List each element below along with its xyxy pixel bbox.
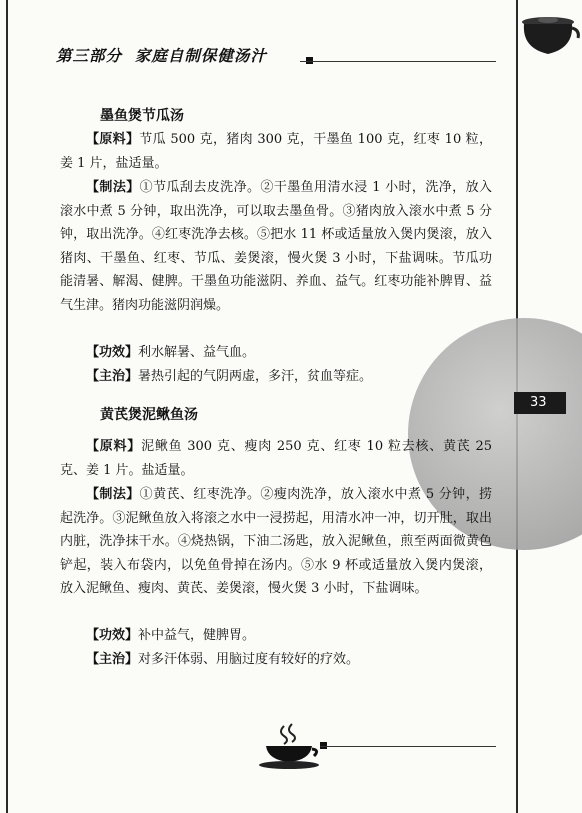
page-header [56, 44, 267, 66]
header-rule [300, 61, 496, 62]
recipe-title: 黄芪煲泥鳅鱼汤 [100, 407, 198, 423]
recipe-effect: 【功效】利水解暑、益气血。 [86, 345, 256, 360]
header-title: 家庭自制保健汤汁 [134, 46, 267, 65]
recipe-ingredients: 【原料】泥鳅鱼 300 克、瘦肉 250 克、红枣 10 粒去核、黄芪 25 克、姜 1 片。盐适量。 [60, 439, 492, 478]
recipe-title: 墨鱼煲节瓜汤 [100, 108, 184, 124]
clay-pot-icon [518, 14, 580, 58]
footer-rule [320, 746, 496, 747]
recipe-method: 【制法】①节瓜刮去皮洗净。②干墨鱼用清水浸 1 小时，洗净，放入滚水中煮 5 分钟，取出洗净，可以取去墨鱼骨。③猪肉放入滚水中煮 5 分钟，取出洗净。④红枣洗净去核。⑤把水 11 杯或适量放入煲内煲滚，放入猪肉、干墨鱼、红枣、节瓜、姜煲滚，慢火煲 3 小时，下盐调味。节瓜功能清暑、解渴、健脾。干墨鱼功能滋阴、养血、益气。红枣功能补脾胃、益气生津。猪肉功能滋阴润燥。 [60, 180, 492, 313]
recipe-ingredients: 【原料】节瓜 500 克，猪肉 300 克，干墨鱼 100 克，红枣 10 粒，姜 1 片，盐适量。 [60, 132, 492, 171]
header-section: 第三部分 [56, 46, 123, 65]
tea-cup-icon [254, 722, 324, 770]
recipe-method: 【制法】①黄芪、红枣洗净。②瘦肉洗净，放入滚水中煮 5 分钟，捞起洗净。③泥鳅鱼放入将滚之水中一浸捞起，用清水冲一冲，切开肚，取出内脏，洗净抹干水。④烧热锅，下油二汤匙，放入泥鳅鱼，煎至两面微黄色铲起，装入布袋内，以免鱼骨掉在汤内。⑤水 9 杯或适量放入煲内煲滚，放入泥鳅鱼、瘦肉、黄芪、姜煲滚，慢火煲 3 小时，下盐调味。 [60, 487, 492, 596]
recipe-effect: 【功效】补中益气，健脾胃。 [86, 628, 256, 643]
recipe-indication: 【主治】对多汗体弱、用脑过度有较好的疗效。 [86, 652, 360, 667]
left-border-line [6, 0, 8, 813]
recipe-indication: 【主治】暑热引起的气阴两虚，多汗，贫血等症。 [86, 369, 373, 384]
page-number: 33 [530, 395, 547, 410]
